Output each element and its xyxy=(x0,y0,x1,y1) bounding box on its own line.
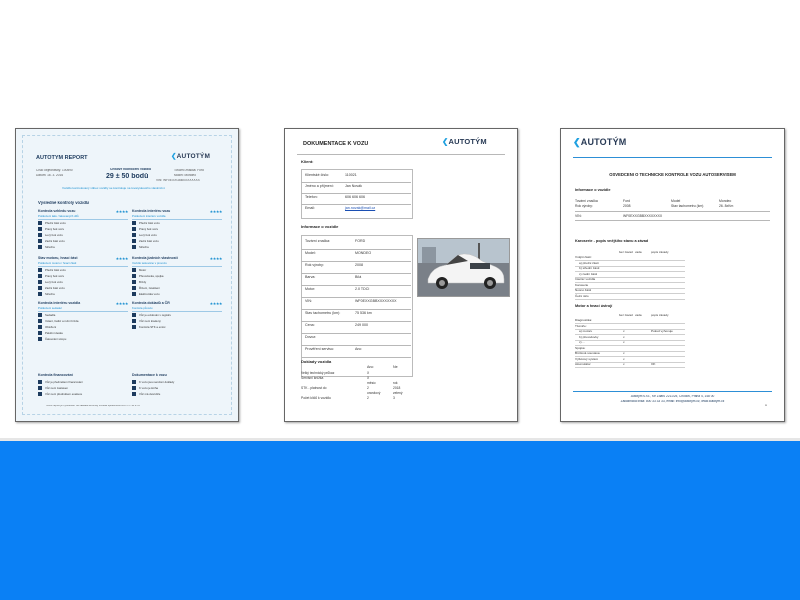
check-box xyxy=(132,256,222,300)
row-rule xyxy=(301,321,411,322)
vehicle-value: FORD xyxy=(355,239,366,243)
check-box xyxy=(38,301,128,345)
motor-row-label: c) ... xyxy=(579,340,586,344)
rating-stars-icon: ★★★★ xyxy=(115,256,128,261)
check-row xyxy=(132,325,222,331)
check-row-label: Volant, řadící a ruční brzda xyxy=(45,319,79,323)
info-year-value: 2008 xyxy=(623,204,631,208)
car-image xyxy=(418,239,509,296)
score-label: Celkové hodnocení vozidla xyxy=(110,168,151,171)
report-footer: Tento report je vyhotoven na základě kontroly vozidla společností AUTOTÝM s.r.o. xyxy=(46,405,141,407)
footer-blue-rule xyxy=(573,391,772,392)
check-row-label: Zadní část vozu xyxy=(45,286,65,290)
client-value: jan.novak@mail.cz xyxy=(345,206,376,210)
motor-row-label: b) převodovky xyxy=(579,334,599,339)
check-row-label: Přední část vozu xyxy=(45,221,66,225)
motor-row-label: Výfukový systém xyxy=(575,356,599,361)
docs-label: STK - platnost do xyxy=(301,386,327,390)
docs-value-a: 2 xyxy=(367,396,369,400)
vehicle-label: Motor: xyxy=(305,287,316,291)
vehicle-value: 75 536 km xyxy=(355,311,372,315)
footer-company: Autotým s.r.o., Ke Zdaru 2211/25, Chodov, Praha 4, 148 00 xyxy=(630,395,715,398)
row-rule xyxy=(301,249,411,250)
rating-stars-icon: ★★★★ xyxy=(209,209,222,214)
check-box xyxy=(132,209,222,253)
vehicle-label: Prověření servisu: xyxy=(305,347,334,351)
vin-value: WF0EXXGBBXXXXXXXX xyxy=(623,214,663,218)
check-row-label: Převodovka, spojka xyxy=(139,274,164,278)
motor-col-ok: bez závad xyxy=(619,313,633,317)
check-box-subtitle: Poškození sedadel xyxy=(38,306,62,310)
check-row-label: Motor xyxy=(139,268,147,272)
certificate-page-thumbnail[interactable] xyxy=(560,128,785,422)
vehicle-label: Model: xyxy=(305,251,316,255)
motor-heading: Motor a hnací ústrojí xyxy=(575,304,613,308)
report-order-number: Číslo objednávky: 100590 xyxy=(36,169,73,172)
check-row-label: Vůz není kradený xyxy=(139,319,161,323)
box-rule xyxy=(38,219,128,220)
docs-heading: Doklady vozidla xyxy=(301,359,332,364)
motor-row-label: Tlumiče: xyxy=(575,323,587,328)
check-box-title: Kontrola interiéru vozu xyxy=(132,209,171,213)
check-row xyxy=(38,292,128,298)
checkbox-checked-icon xyxy=(38,319,42,323)
check-row-label: Vůz je evidován v registru xyxy=(139,313,172,317)
vehicle-value: MONDEO xyxy=(355,251,372,255)
info-make-value: Ford xyxy=(623,199,630,203)
checkbox-checked-icon xyxy=(132,319,136,323)
grid-rule xyxy=(575,294,685,300)
autotym-logo: ❮AUTOTÝM xyxy=(171,153,211,160)
vehicle-heading: Informace o vozidle xyxy=(301,224,339,229)
row-rule xyxy=(301,182,411,183)
box-rule xyxy=(132,311,222,312)
vehicle-label: Stav tachometru (km): xyxy=(305,311,341,315)
docs-value-a: X xyxy=(367,371,370,375)
info-rule xyxy=(575,211,770,212)
check-row-label: Přední část vozu xyxy=(139,221,160,225)
vehicle-value: WF0EXXGBBXXXXXXXX xyxy=(355,299,397,303)
report-title: AUTOTÝM REPORT xyxy=(36,155,88,161)
rating-stars-icon: ★★★★ xyxy=(115,209,128,214)
motor-row-mark: x xyxy=(623,356,625,361)
motor-row-label: Brzdová soustava xyxy=(575,351,600,355)
row-rule xyxy=(301,193,411,194)
page-number: 1 xyxy=(765,404,767,407)
vehicle-label: Dovoz: xyxy=(305,335,317,339)
check-row-label: Levý bok vozu xyxy=(45,233,63,237)
checkbox-checked-icon xyxy=(38,221,42,225)
vehicle-value: Bílá xyxy=(355,275,362,279)
row-rule xyxy=(301,345,411,346)
body-row-label: Interiér vozidla xyxy=(575,277,596,281)
vin-rule xyxy=(575,220,770,221)
documents-box: Dokumentace k vozu K vozu jsou servisní doklady K vozu je kniha Vůz má dva klíče xyxy=(132,373,175,396)
motor-row-mark: x xyxy=(623,351,625,355)
row-rule xyxy=(301,204,411,205)
client-value: 110021 xyxy=(345,173,357,177)
box-rule xyxy=(132,219,222,220)
motor-col-desc: popis závady xyxy=(651,313,669,317)
checkbox-checked-icon xyxy=(132,292,136,296)
body-col-desc: popis závady xyxy=(651,250,669,254)
checkbox-checked-icon xyxy=(132,221,136,225)
check-box-title: Kontrola jízdních vlastností xyxy=(132,256,178,260)
box-rule xyxy=(132,266,222,267)
row-rule xyxy=(301,273,411,274)
check-box-title: Stav motoru, hnací část xyxy=(38,256,78,260)
check-row-label: Levý bok vozu xyxy=(139,233,157,237)
certificate-title: OSVĚDČENÍ O TECHNICKÉ KONTROLE VOZU AUTOSERVISEM xyxy=(609,173,736,177)
row-rule xyxy=(301,357,411,358)
check-box-title: Kontrola vzhledu vozu xyxy=(38,209,76,213)
docs-value-a: měsíc xyxy=(367,381,376,385)
rating-stars-icon: ★★★★ xyxy=(209,301,222,306)
docs-col-yes: Ano xyxy=(367,365,374,369)
row-rule xyxy=(301,333,411,334)
client-heading: Klient: xyxy=(301,159,314,164)
docs-label: Servisní knížka xyxy=(301,376,324,380)
checkbox-checked-icon xyxy=(132,280,136,284)
row-rule xyxy=(301,309,411,310)
check-row-label: Řízení, zavěšení xyxy=(139,286,160,290)
check-row-label: Přední část vozu xyxy=(45,268,66,272)
vehicle-value: 2.0 TDCI xyxy=(355,287,370,291)
checkbox-checked-icon xyxy=(38,313,42,317)
checkbox-checked-icon xyxy=(132,325,136,329)
row-rule xyxy=(301,261,411,262)
body-row-label: Vnější části: xyxy=(575,255,592,259)
docs-value-a: 2 xyxy=(367,386,369,390)
body-row-label: Karoserie xyxy=(575,282,589,287)
check-row-label: Elektronika vozu xyxy=(139,292,160,296)
body-heading: Karoserie - popis vnějšího stavu a závad xyxy=(575,239,649,243)
body-row-label: Nosné části xyxy=(575,288,592,292)
vehicle-value: 249 000 xyxy=(355,323,368,327)
docs-value-b: rok xyxy=(393,381,398,385)
checkbox-checked-icon xyxy=(38,227,42,231)
rating-stars-icon: ★★★★ xyxy=(209,256,222,261)
autotym-logo: ❮AUTOTÝM xyxy=(573,137,627,147)
vehicle-label: Barva: xyxy=(305,275,316,279)
check-row-label: Čalounění stropu xyxy=(45,337,67,341)
documentation-page-thumbnail[interactable] xyxy=(284,128,518,422)
motor-row-label: Spojka: xyxy=(575,345,586,350)
motor-col-defect: vada xyxy=(635,313,642,317)
row-rule xyxy=(301,285,411,286)
check-box-title: Kontrola interiéru vozidla xyxy=(38,301,81,305)
client-label: Email: xyxy=(305,206,315,210)
report-make: Tovární značka: Ford xyxy=(174,169,204,172)
checkbox-checked-icon xyxy=(38,325,42,329)
motor-row-label: Akumulátor xyxy=(575,362,591,366)
documents-title: Dokumentace k vozu xyxy=(132,373,167,377)
body-row-label: b) střední části xyxy=(579,266,600,270)
checkbox-checked-icon xyxy=(38,286,42,290)
header-blue-rule xyxy=(573,157,772,158)
client-label: Telefon: xyxy=(305,195,318,199)
footer-contact: Zákaznická linka: 800 33 33 33, email: info@autotym.cz, www.autotym.cz xyxy=(620,400,725,403)
vehicle-value: 2008 xyxy=(355,263,363,267)
check-row-label: Pravý bok vozu xyxy=(45,274,65,278)
check-row-label: Zadní část vozu xyxy=(45,239,65,243)
checkbox-checked-icon xyxy=(132,274,136,278)
body-row-label: a) přední části xyxy=(579,260,599,265)
docs-col-no: Ne xyxy=(393,365,398,369)
motor-row-desc: Pokud vyhovuje xyxy=(651,329,673,333)
rating-stars-icon: ★★★★ xyxy=(115,301,128,306)
checkbox-checked-icon xyxy=(132,227,136,231)
checkbox-checked-icon xyxy=(38,280,42,284)
car-photo xyxy=(417,238,510,297)
vehicle-table xyxy=(301,235,413,377)
motor-row-label: Diagnostika: xyxy=(575,318,593,322)
docs-label: Velký technický průkaz xyxy=(301,371,335,375)
check-row-label: Střecha xyxy=(45,245,55,249)
motor-row-desc: OK xyxy=(651,362,656,366)
checkbox-checked-icon xyxy=(132,286,136,290)
report-model: Model: Mondeo xyxy=(174,174,196,177)
vehicle-label: Cena: xyxy=(305,323,315,327)
checkbox-checked-icon xyxy=(38,274,42,278)
financing-title: Kontrola financování xyxy=(38,373,73,377)
check-row-label: Pravý bok vozu xyxy=(45,227,65,231)
checkbox-checked-icon xyxy=(38,268,42,272)
financing-box: Kontrola financování Vůz je předmětem financování Vůz není zastaven Vůz není předmětem exekuce xyxy=(38,373,83,396)
check-row-label: Brzdy xyxy=(139,280,147,284)
score-value: 29 ± 50 bodů xyxy=(106,173,149,180)
vin-label: VIN: xyxy=(575,214,582,218)
checkbox-checked-icon xyxy=(38,292,42,296)
check-row-label: Sedadla xyxy=(45,313,56,317)
check-row-label: Střecha xyxy=(45,292,55,296)
grid-rule xyxy=(575,362,685,368)
report-page-thumbnail[interactable] xyxy=(15,128,239,422)
vehicle-label: VIN: xyxy=(305,299,312,303)
check-row xyxy=(38,245,128,251)
check-row xyxy=(132,245,222,251)
check-row-label: Kontrola STK a emisí xyxy=(139,325,166,329)
motor-row-mark: x xyxy=(623,334,625,339)
check-row xyxy=(132,292,222,298)
box-rule xyxy=(38,311,128,312)
info-year-label: Rok výroby: xyxy=(575,204,593,208)
check-box xyxy=(132,301,222,345)
check-box-title: Kontrola dokladů a ČR xyxy=(132,301,170,305)
body-col-defect: vada xyxy=(635,250,642,254)
checkbox-checked-icon xyxy=(132,239,136,243)
blue-footer-band xyxy=(0,441,800,600)
body-row-label: c) zadní části xyxy=(579,271,598,276)
client-value: 606 606 606 xyxy=(345,195,365,199)
row-rule xyxy=(301,297,411,298)
check-row-label: Střecha xyxy=(139,245,149,249)
check-box-subtitle: Poškození laku / lakovaných dílů xyxy=(38,214,79,218)
checkbox-checked-icon xyxy=(132,233,136,237)
checkbox-checked-icon xyxy=(38,331,42,335)
info-model-label: Model xyxy=(671,199,681,203)
vehicle-value: Ano xyxy=(355,347,362,351)
docs-value-b: 2018 xyxy=(393,386,401,390)
client-label: Klientské číslo: xyxy=(305,173,329,177)
motor-row-mark: x xyxy=(623,340,625,344)
docs-value-b: zelený xyxy=(393,391,403,395)
section-title: Výsledné kontroly vozidla xyxy=(38,201,90,205)
checkbox-checked-icon xyxy=(132,313,136,317)
check-box-subtitle: Vozidlo testováno v provozu xyxy=(132,261,167,265)
checkbox-checked-icon xyxy=(38,245,42,249)
checkbox-checked-icon xyxy=(38,233,42,237)
report-date: Datum: 16. 3. 2016 xyxy=(36,174,64,177)
docs-label: Počet klíčů k vozidlu xyxy=(301,396,331,400)
check-row-label: Zadní část vozu xyxy=(139,239,159,243)
docs-value-a: oranžový xyxy=(367,391,381,395)
info-model-value: Mondeo xyxy=(719,199,732,203)
documentation-title: DOKUMENTACE K VOZU xyxy=(303,141,369,147)
body-col-ok: bez závad xyxy=(619,250,633,254)
client-value: Jan Novák xyxy=(345,184,362,188)
docs-value-a: X xyxy=(367,376,370,380)
autotym-logo: ❮AUTOTÝM xyxy=(442,137,487,146)
info-make-label: Tovární značka xyxy=(575,199,598,203)
check-row-label: Obložení xyxy=(45,325,57,329)
checkbox-checked-icon xyxy=(132,245,136,249)
client-label: Jméno a příjmení: xyxy=(305,184,334,188)
checkbox-checked-icon xyxy=(132,268,136,272)
check-box-subtitle: Poškození motoru / hnací části xyxy=(38,261,77,265)
checkbox-checked-icon xyxy=(38,239,42,243)
check-box xyxy=(38,256,128,300)
body-row-label: Čelní sklo xyxy=(575,293,589,298)
docs-value-b: 3 xyxy=(393,396,395,400)
motor-row-mark: x xyxy=(623,362,625,366)
info-heading: Informace o vozidle xyxy=(575,188,611,192)
box-rule xyxy=(38,266,128,267)
check-row-label: Pravý bok vozu xyxy=(139,227,159,231)
info-odometer-value: 26. 8xKm xyxy=(719,204,734,208)
motor-row-mark: x xyxy=(623,329,625,333)
check-row-label: Levý bok vozu xyxy=(45,280,63,284)
checkbox-checked-icon xyxy=(38,337,42,341)
info-odometer-label: Stav tachometru (km) xyxy=(671,204,704,208)
check-row xyxy=(38,337,128,343)
header-rule xyxy=(297,154,505,155)
vehicle-label: Tovární značka: xyxy=(305,239,331,243)
check-box xyxy=(38,209,128,253)
check-box-subtitle: Kontrola původu xyxy=(132,306,153,310)
check-row-label: Palubní deska xyxy=(45,331,63,335)
check-box-subtitle: Poškození interiéru vozidla xyxy=(132,214,166,218)
report-vin: VIN: WF0EXXGBBXXXXXXXX xyxy=(156,179,200,182)
report-note: Vozidlo kontrolovaný vůbec vozidly se kontroluje na tovaryskového vlastnictví. xyxy=(62,187,166,190)
motor-row-label: a) motoru xyxy=(579,329,593,333)
vehicle-label: Rok výroby: xyxy=(305,263,324,267)
